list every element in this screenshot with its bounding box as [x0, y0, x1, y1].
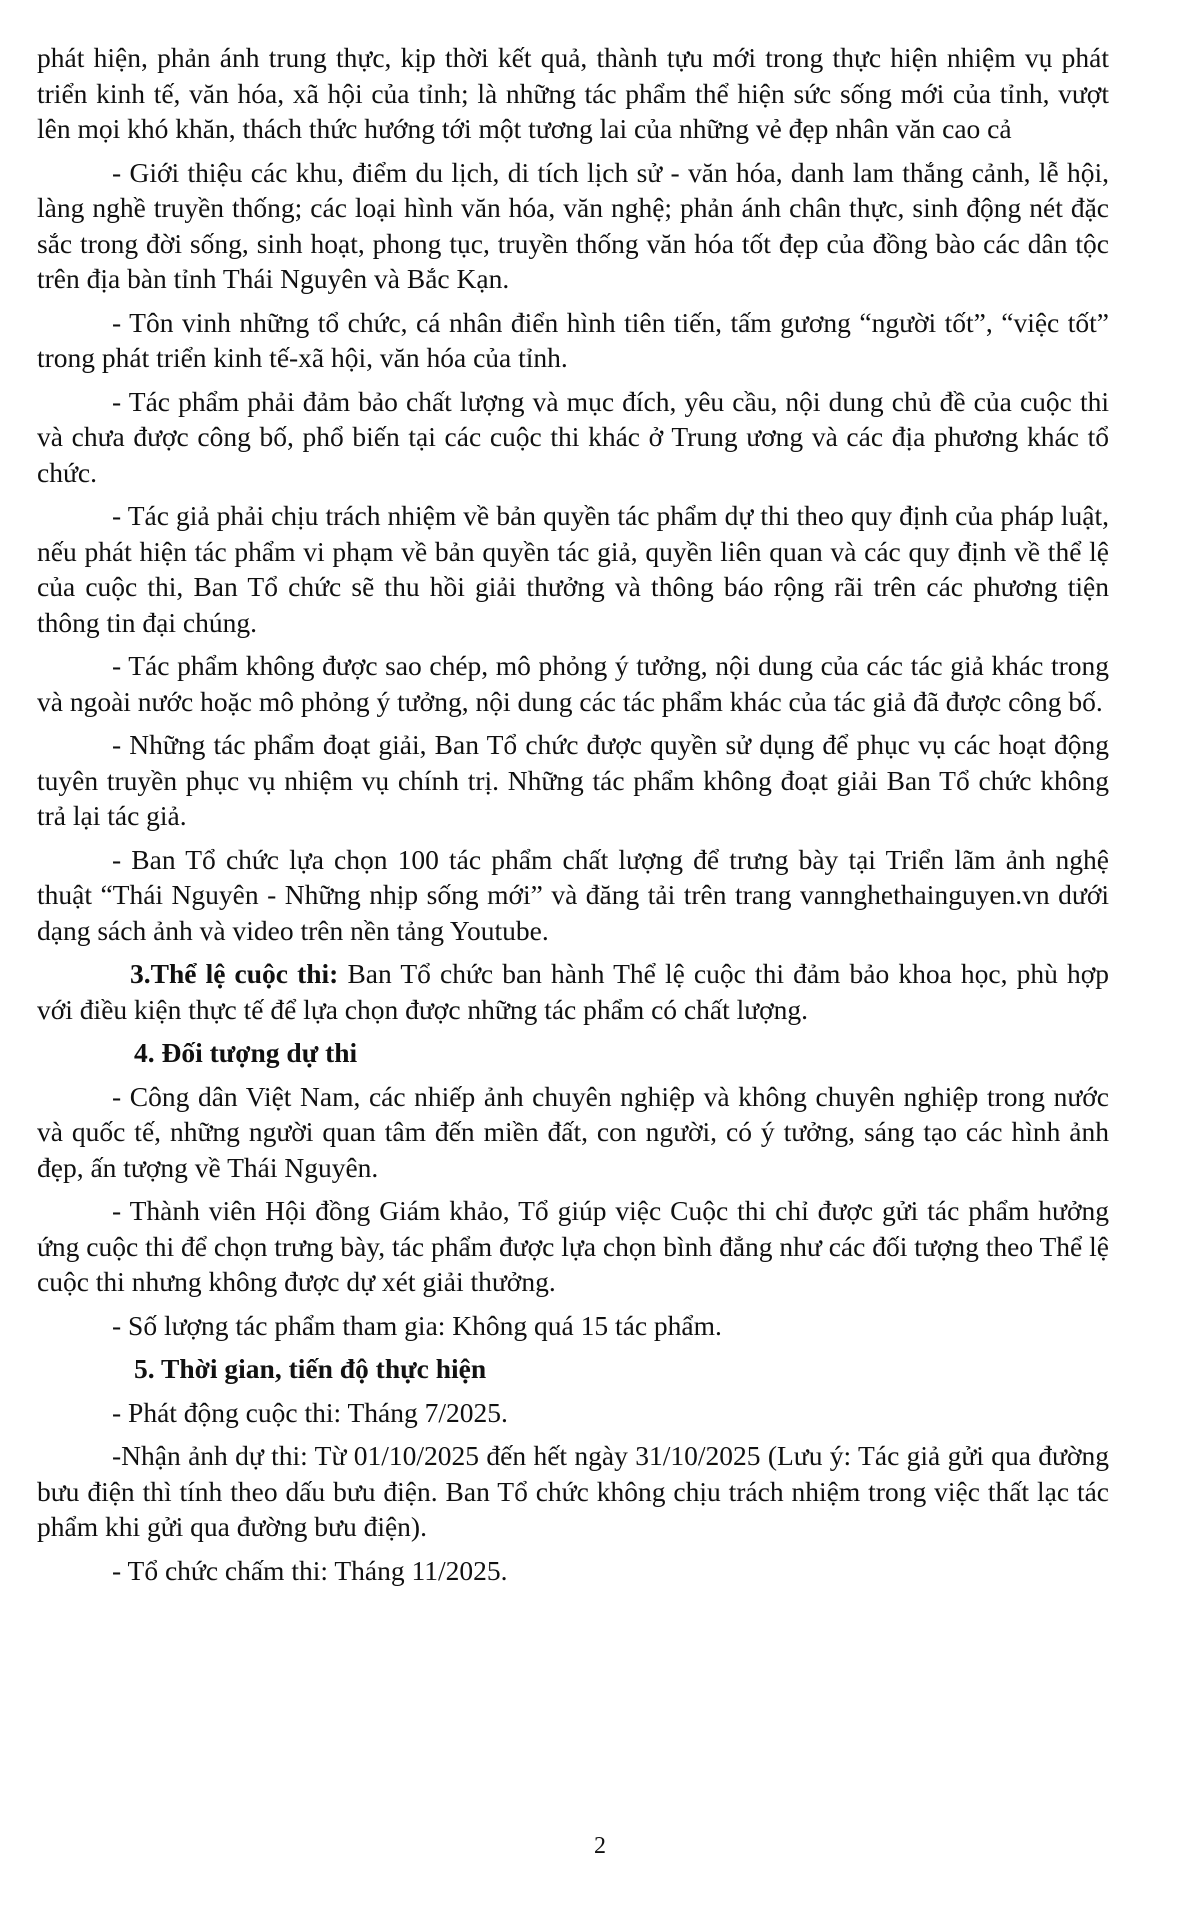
- paragraph-continued: phát hiện, phản ánh trung thực, kịp thời kết quả, thành tựu mới trong thực hiện nhiệm vụ phát triển kinh tế, văn hóa, xã hội của tỉnh; là những tác phẩm thể hiện sức sống mới của tỉnh, vượt lên mọi khó khăn, thách thức hướng tới một tương lai của những vẻ đẹp nhân văn cao cả: [37, 42, 1109, 144]
- section-3-label: 3.Thể lệ cuộc thi:: [130, 958, 339, 989]
- paragraph-exhibition: - Ban Tổ chức lựa chọn 100 tác phẩm chất lượng để trưng bày tại Triển lãm ảnh nghệ thuật “Thái Nguyên - Những nhịp sống mới” và đăng tải trên trang vannghethainguyen.vn dưới dạng sách ảnh và video trên nền tảng Youtube.: [37, 843, 1109, 946]
- paragraph-entry-count: - Số lượng tác phẩm tham gia: Không quá 15 tác phẩm.: [112, 1309, 722, 1341]
- section-3-text: Ban Tổ chức ban hành Thể lệ cuộc thi đảm bảo khoa học, phù hợp với điều kiện thực tế để lựa chọn được những tác phẩm có chất lượng.: [37, 958, 1109, 1025]
- paragraph-launch: - Phát động cuộc thi: Tháng 7/2025.: [112, 1396, 508, 1428]
- document-page: [37, 40, 1109, 1596]
- section-3-rules: [37, 956, 1109, 1027]
- paragraph-submission: -Nhận ảnh dự thi: Từ 01/10/2025 đến hết ngày 31/10/2025 (Lưu ý: Tác giả gửi qua đường bưu điện thì tính theo dấu bưu điện. Ban Tổ chức không chịu trách nhiệm trong việc thất lạc tác phẩm khi gửi qua đường bưu điện).: [37, 1440, 1109, 1542]
- paragraph-honor: - Tôn vinh những tổ chức, cá nhân điển hình tiên tiến, tấm gương “người tốt”, “việc tốt” trong phát triển kinh tế-xã hội, văn hóa của tỉnh.: [37, 306, 1109, 373]
- paragraph-jury-members: - Thành viên Hội đồng Giám khảo, Tổ giúp việc Cuộc thi chỉ được gửi tác phẩm hưởng ứng cuộc thi để chọn trưng bày, tác phẩm được lựa chọn bình đẳng như các đối tượng theo Thể lệ cuộc thi nhưng không được dự xét giải thưởng.: [37, 1195, 1109, 1297]
- section-4-heading: 4. Đối tượng dự thi: [134, 1037, 358, 1068]
- paragraph-no-copy: - Tác phẩm không được sao chép, mô phỏng ý tưởng, nội dung của các tác giả khác trong và ngoài nước hoặc mô phỏng ý tưởng, nội dung các tác phẩm khác của tác giả đã được công bố.: [37, 650, 1109, 717]
- paragraph-tourism: - Giới thiệu các khu, điểm du lịch, di tích lịch sử - văn hóa, danh lam thắng cảnh, lễ hội, làng nghề truyền thống; các loại hình văn hóa, văn nghệ; phản ánh chân thực, sinh động nét đặc sắc trong đời sống, sinh hoạt, phong tục, truyền thống văn hóa tốt đẹp của đồng bào các dân tộc trên địa bàn tỉnh Thái Nguyên và Bắc Kạn.: [37, 156, 1109, 294]
- paragraph-usage: - Những tác phẩm đoạt giải, Ban Tổ chức được quyền sử dụng để phục vụ các hoạt động tuyên truyền phục vụ nhiệm vụ chính trị. Những tác phẩm không đoạt giải Ban Tổ chức không trả lại tác giả.: [37, 729, 1109, 831]
- paragraph-citizens: - Công dân Việt Nam, các nhiếp ảnh chuyên nghiệp và không chuyên nghiệp trong nước và quốc tế, những người quan tâm đến miền đất, con người, có ý tưởng, sáng tạo các hình ảnh đẹp, ấn tượng về Thái Nguyên.: [37, 1080, 1109, 1183]
- paragraph-judging: - Tổ chức chấm thi: Tháng 11/2025.: [112, 1554, 508, 1586]
- section-5-heading: 5. Thời gian, tiến độ thực hiện: [134, 1353, 487, 1384]
- paragraph-quality: - Tác phẩm phải đảm bảo chất lượng và mục đích, yêu cầu, nội dung chủ đề của cuộc thi và chưa được công bố, phổ biến tại các cuộc thi khác ở Trung ương và các địa phương khác tổ chức.: [37, 385, 1109, 488]
- page-number: 2: [594, 1833, 606, 1859]
- paragraph-copyright: - Tác giả phải chịu trách nhiệm về bản quyền tác phẩm dự thi theo quy định của pháp luật, nếu phát hiện tác phẩm vi phạm về bản quyền tác giả, quyền liên quan và các quy định về thể lệ của cuộc thi, Ban Tổ chức sẽ thu hồi giải thưởng và thông báo rộng rãi trên các phương tiện thông tin đại chúng.: [37, 500, 1109, 638]
